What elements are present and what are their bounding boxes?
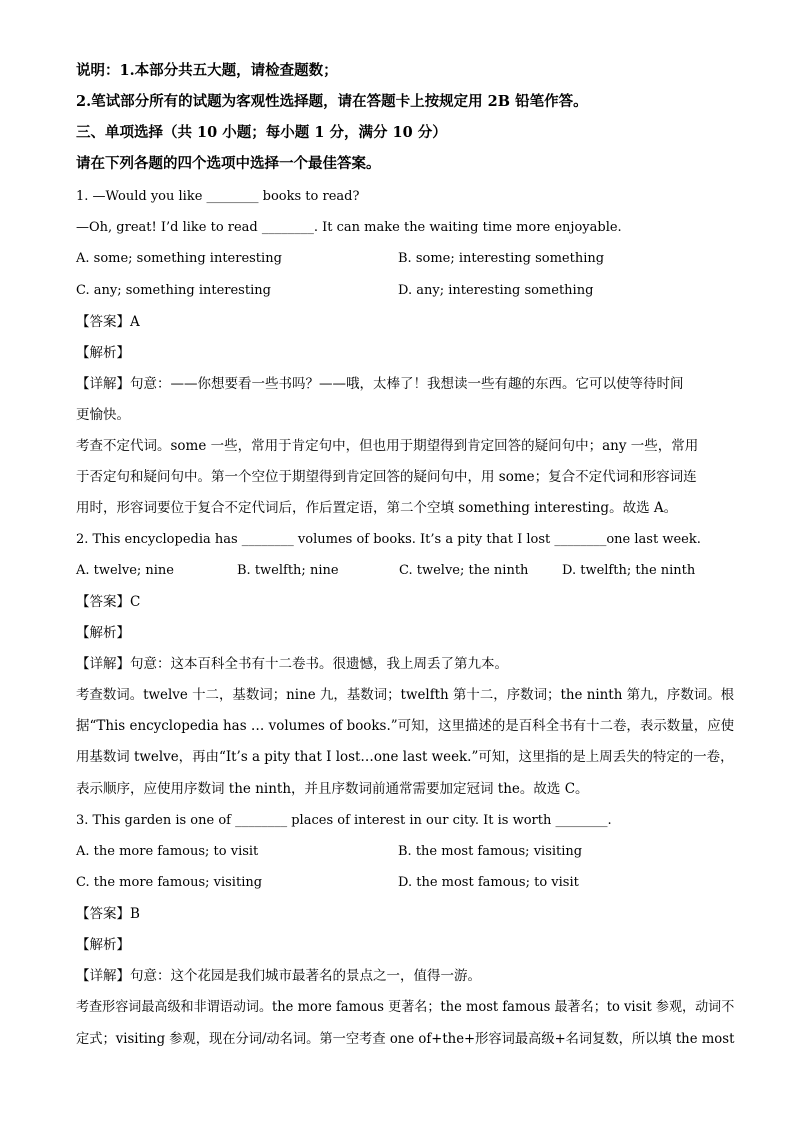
- q1-explain-5: 用时，形容词要位于复合不定代词后，作后置定语，第二个空填 something interesting。故选 A。: [76, 500, 678, 516]
- q3-stem-line1: 3. This garden is one of ________ places of interest in our city. It is worth ________.: [76, 813, 612, 828]
- q2-analysis-label: 【解析】: [76, 625, 130, 641]
- q2-explain-4: 用基数词 twelve，再由“It’s a pity that I lost…one last week.”可知，这里指的是上周丢失的特定的一卷，: [76, 749, 734, 765]
- q2-explain-5: 表示顺序，应使用序数词 the ninth，并且序数词前通常需要加定冠词 the。故选 C。: [76, 781, 589, 797]
- q2-option-d: D. twelfth; the ninth: [562, 563, 696, 578]
- q1-answer: 【答案】A: [76, 314, 140, 330]
- q1-explain-2: 更愉快。: [76, 407, 130, 423]
- q3-explain-1: 【详解】句意：这个花园是我们城市最著名的景点之一，值得一游。: [76, 968, 481, 984]
- q3-option-a: A. the more famous; to visit: [76, 844, 259, 859]
- q2-option-c: C. twelve; the ninth: [399, 563, 529, 578]
- q3-explain-3: 定式；visiting 参观，现在分词/动名词。第一空考查 one of+the+形容词最高级+名词复数，所以填 the most: [76, 1031, 735, 1047]
- q1-analysis-label: 【解析】: [76, 345, 130, 361]
- section-title: 三、单项选择（共 10 小题；每小题 1 分，满分 10 分）: [76, 124, 447, 141]
- q2-answer: 【答案】C: [76, 594, 141, 610]
- q1-option-b: B. some; interesting something: [398, 251, 605, 266]
- instruction: 请在下列各题的四个选项中选择一个最佳答案。: [76, 155, 381, 172]
- q1-explain-4: 于否定句和疑问句中。第一个空位于期望得到肯定回答的疑问句中，用 some；复合不定代词和形容词连: [76, 469, 697, 485]
- q3-option-b: B. the most famous; visiting: [398, 844, 583, 859]
- q2-explain-3: 据“This encyclopedia has … volumes of books.”可知，这里描述的是百科全书有十二卷，表示数量，应使: [76, 718, 735, 734]
- q1-stem-line2: —Oh, great! I’d like to read ________. It can make the waiting time more enjoyable.: [76, 220, 622, 235]
- note-line-1: 说明：1.本部分共五大题，请检查题数；: [76, 62, 338, 79]
- q3-option-c: C. the more famous; visiting: [76, 875, 263, 890]
- q3-explain-2: 考查形容词最高级和非谓语动词。the more famous 更著名；the most famous 最著名；to visit 参观，动词不: [76, 999, 735, 1015]
- q2-option-a: A. twelve; nine: [76, 563, 175, 578]
- q1-stem-line1: 1. —Would you like ________ books to read?: [76, 189, 360, 204]
- q2-stem-line1: 2. This encyclopedia has ________ volumes of books. It’s a pity that I lost ________one last week.: [76, 532, 701, 547]
- q1-option-c: C. any; something interesting: [76, 283, 271, 298]
- note-line-2: 2.笔试部分所有的试题为客观性选择题，请在答题卡上按规定用 2B 铅笔作答。: [76, 93, 588, 110]
- q2-explain-2: 考查数词。twelve 十二，基数词；nine 九，基数词；twelfth 第十二，序数词；the ninth 第九，序数词。根: [76, 687, 735, 703]
- q1-explain-3: 考查不定代词。some 一些，常用于肯定句中，但也用于期望得到肯定回答的疑问句中；any 一些，常用: [76, 438, 699, 454]
- q3-answer: 【答案】B: [76, 906, 140, 922]
- q3-option-d: D. the most famous; to visit: [398, 875, 579, 890]
- q1-option-a: A. some; something interesting: [76, 251, 282, 266]
- q3-analysis-label: 【解析】: [76, 937, 130, 953]
- q2-option-b: B. twelfth; nine: [237, 563, 339, 578]
- q1-option-d: D. any; interesting something: [398, 283, 594, 298]
- q2-explain-1: 【详解】句意：这本百科全书有十二卷书。很遗憾，我上周丢了第九本。: [76, 656, 508, 672]
- q1-explain-1: 【详解】句意：——你想要看一些书吗？——哦，太棒了！我想读一些有趣的东西。它可以使等待时间: [76, 376, 684, 392]
